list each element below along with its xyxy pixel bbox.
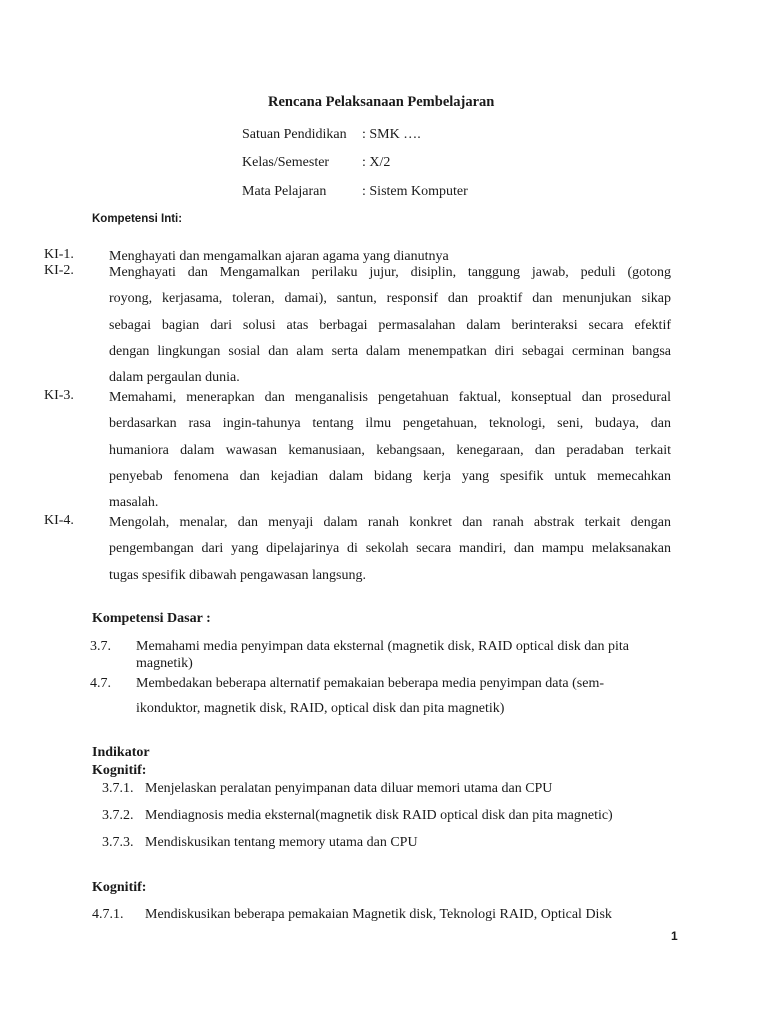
kd-line: Memahami media penyimpan data eksternal (magnetik disk, RAID optical disk dan pita	[136, 639, 629, 654]
indikator-text: Mendiagnosis media eksternal(magnetik disk RAID optical disk dan pita magnetic)	[145, 808, 613, 823]
ki-line: masalah.	[109, 495, 159, 511]
kd-number: 4.7.	[90, 676, 111, 691]
ki-number: KI-3.	[44, 388, 74, 403]
kd-line: Membedakan beberapa alternatif pemakaian beberapa media penyimpan data (sem-	[136, 676, 604, 691]
indikator-number: 3.7.3.	[102, 835, 134, 850]
ki-text	[109, 388, 671, 519]
page-title: Rencana Pelaksanaan Pembelajaran	[268, 94, 495, 110]
ki-line: Menghayati dan Mengamalkan perilaku jujur, disiplin, tanggung jawab, peduli (gotong	[109, 265, 671, 280]
kd-number: 3.7.	[90, 639, 111, 654]
ki-text	[109, 263, 671, 394]
ki-number: KI-2.	[44, 263, 74, 278]
ki-line: berdasarkan rasa ingin-tahunya tentang ilmu pengetahuan, teknologi, seni, budaya, dan	[109, 416, 671, 432]
kd-line: ikonduktor, magnetik disk, RAID, optical disk dan pita magnetik)	[136, 701, 505, 716]
info-label: Mata Pelajaran	[242, 184, 327, 199]
ki-line: pengembangan dari yang dipelajarinya di sekolah secara mandiri, dan mampu melaksanakan	[109, 541, 671, 557]
indikator-number: 3.7.2.	[102, 808, 134, 823]
page-number: 1	[671, 929, 678, 943]
indikator-text: Mendiskusikan beberapa pemakaian Magnetik disk, Teknologi RAID, Optical Disk	[145, 907, 612, 922]
indikator-heading: Indikator	[92, 745, 150, 760]
ki-number: KI-4.	[44, 513, 74, 528]
ki-line: tugas spesifik dibawah pengawasan langsung.	[109, 567, 366, 583]
ki-line: dalam pergaulan dunia.	[109, 370, 240, 386]
ki-line: dengan lingkungan sosial dan alam serta dalam menempatkan diri sebagai cerminan bangsa	[109, 343, 671, 359]
ki-line: sebagai bagian dari solusi atas berbagai permasalahan dalam berinteraksi secara efektif	[109, 317, 671, 333]
ki-text	[109, 513, 671, 592]
kognitif-heading: Kognitif:	[92, 763, 147, 778]
ki-line: royong, kerjasama, toleran, damai), santun, responsif dan proaktif dan menunjukan sikap	[109, 291, 671, 307]
kd-heading: Kompetensi Dasar :	[92, 611, 211, 626]
info-value: : X/2	[362, 155, 391, 170]
ki-line: Mengolah, menalar, dan menyaji dalam ranah konkret dan ranah abstrak terkait dengan	[109, 515, 671, 530]
kd-line: magnetik)	[136, 656, 193, 671]
indikator-text: Menjelaskan peralatan penyimpanan data diluar memori utama dan CPU	[145, 781, 553, 796]
ki-heading: Kompetensi Inti:	[92, 213, 183, 225]
kognitif-heading: Kognitif:	[92, 880, 147, 895]
indikator-number: 3.7.1.	[102, 781, 134, 796]
ki-number: KI-1.	[44, 247, 74, 262]
info-value: : Sistem Komputer	[362, 184, 468, 199]
indikator-number: 4.7.1.	[92, 907, 124, 922]
ki-line: Memahami, menerapkan dan menganalisis pengetahuan faktual, konseptual dan prosedural	[109, 390, 671, 405]
ki-line: penyebab fenomena dan kejadian dalam bidang kerja yang spesifik untuk memecahkan	[109, 468, 671, 484]
indikator-text: Mendiskusikan tentang memory utama dan CPU	[145, 835, 418, 850]
info-value: : SMK ….	[362, 127, 421, 142]
ki-line: Menghayati dan mengamalkan ajaran agama yang dianutnya	[109, 249, 449, 264]
info-label: Kelas/Semester	[242, 155, 330, 170]
ki-line: humaniora dalam wawasan kemanusiaan, kebangsaan, kenegaraan, dan peradaban terkait	[109, 442, 671, 458]
info-label: Satuan Pendidikan	[242, 127, 347, 142]
